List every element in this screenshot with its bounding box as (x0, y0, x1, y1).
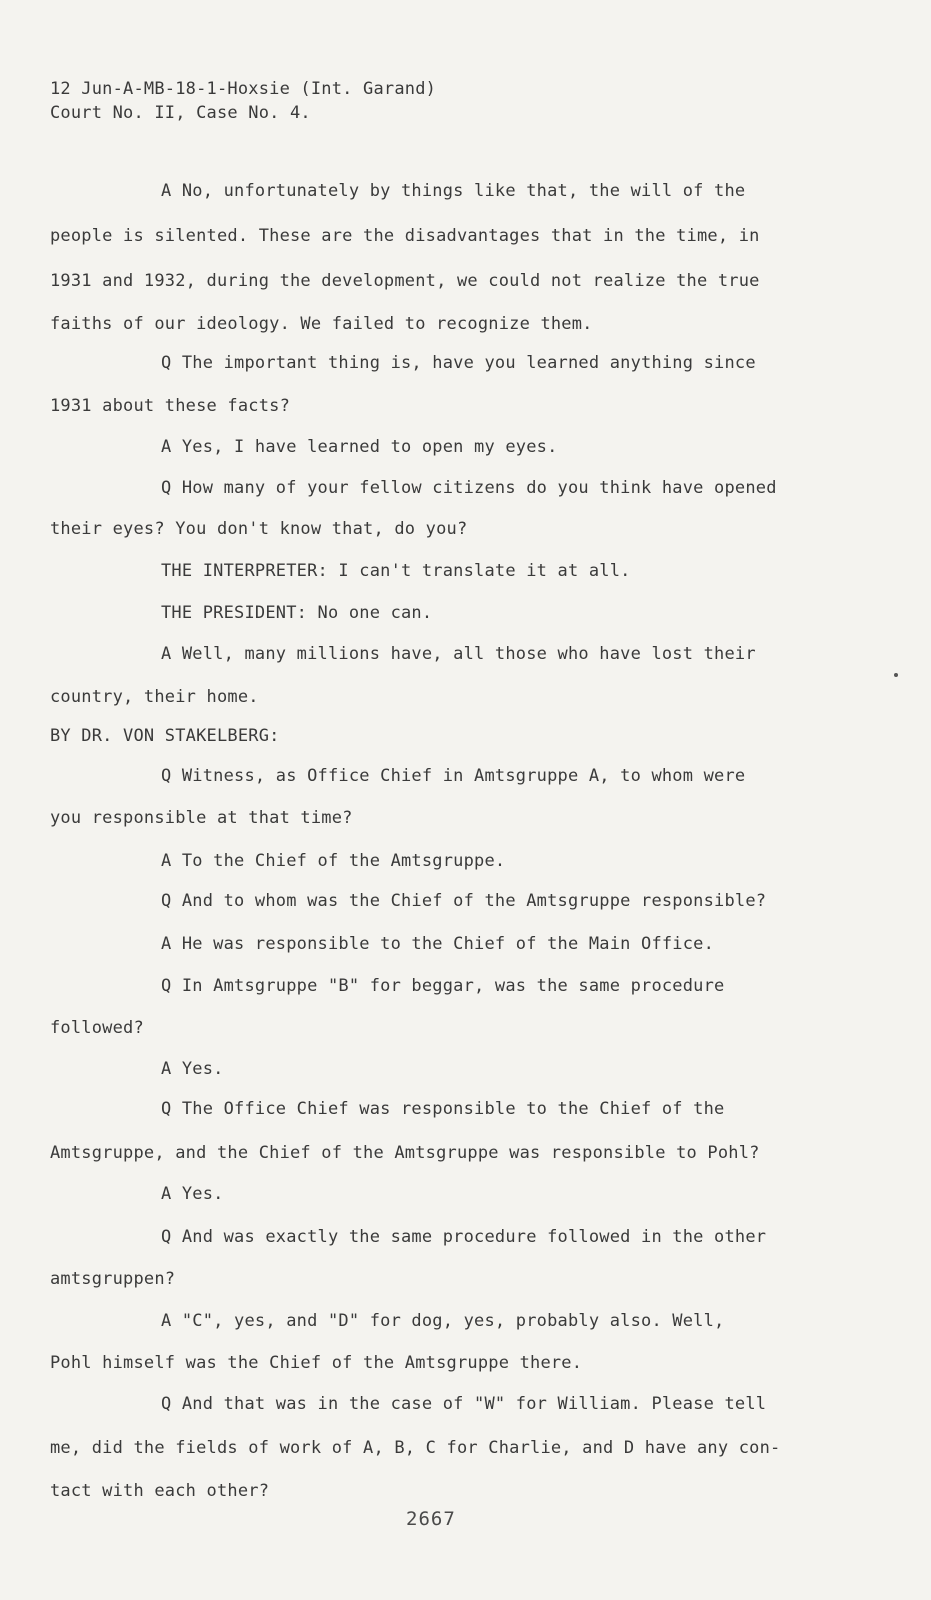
text-line: me, did the fields of work of A, B, C for Charlie, and D have any con- (50, 1438, 781, 1458)
text-line: Pohl himself was the Chief of the Amtsgruppe there. (50, 1353, 583, 1373)
text-line: THE INTERPRETER: I can't translate it at all. (161, 561, 631, 581)
text-line: A "C", yes, and "D" for dog, yes, probably also. Well, (161, 1311, 725, 1331)
text-line: A He was responsible to the Chief of the Main Office. (161, 934, 715, 954)
text-line: A Yes. (161, 1059, 224, 1079)
header-line-1: 12 Jun-A-MB-18-1-Hoxsie (Int. Garand) (50, 79, 437, 99)
text-line: Q The Office Chief was responsible to the Chief of the (161, 1099, 725, 1119)
text-line: Q And was exactly the same procedure followed in the other (161, 1227, 767, 1247)
text-line: you responsible at that time? (50, 808, 353, 828)
text-line: A Yes, I have learned to open my eyes. (161, 437, 558, 457)
text-line: A No, unfortunately by things like that, the will of the (161, 181, 746, 201)
text-line: A Well, many millions have, all those who have lost their (161, 644, 756, 664)
text-line: tact with each other? (50, 1481, 270, 1501)
page-number: 2667 (406, 1508, 456, 1530)
text-line: Q How many of your fellow citizens do you think have opened (161, 478, 777, 498)
text-line: 1931 and 1932, during the development, we could not realize the true (50, 271, 760, 291)
header-line-2: Court No. II, Case No. 4. (50, 103, 311, 123)
section-heading: BY DR. VON STAKELBERG: (50, 726, 280, 746)
text-line: amtsgruppen? (50, 1269, 176, 1289)
text-line: A Yes. (161, 1184, 224, 1204)
text-line: Q And that was in the case of "W" for William. Please tell (161, 1394, 767, 1414)
text-line: Q In Amtsgruppe "B" for beggar, was the same procedure (161, 976, 725, 996)
text-line: Amtsgruppe, and the Chief of the Amtsgruppe was responsible to Pohl? (50, 1143, 760, 1163)
text-line: their eyes? You don't know that, do you? (50, 519, 468, 539)
text-line: Q Witness, as Office Chief in Amtsgruppe A, to whom were (161, 766, 746, 786)
text-line: Q The important thing is, have you learned anything since (161, 353, 756, 373)
text-line: A To the Chief of the Amtsgruppe. (161, 851, 506, 871)
paper-speck (894, 673, 898, 677)
text-line: faiths of our ideology. We failed to recognize them. (50, 314, 593, 334)
text-line: country, their home. (50, 687, 259, 707)
text-line: people is silented. These are the disadvantages that in the time, in (50, 226, 760, 246)
text-line: Q And to whom was the Chief of the Amtsgruppe responsible? (161, 891, 767, 911)
text-line: followed? (50, 1018, 144, 1038)
text-line: THE PRESIDENT: No one can. (161, 603, 433, 623)
text-line: 1931 about these facts? (50, 396, 291, 416)
